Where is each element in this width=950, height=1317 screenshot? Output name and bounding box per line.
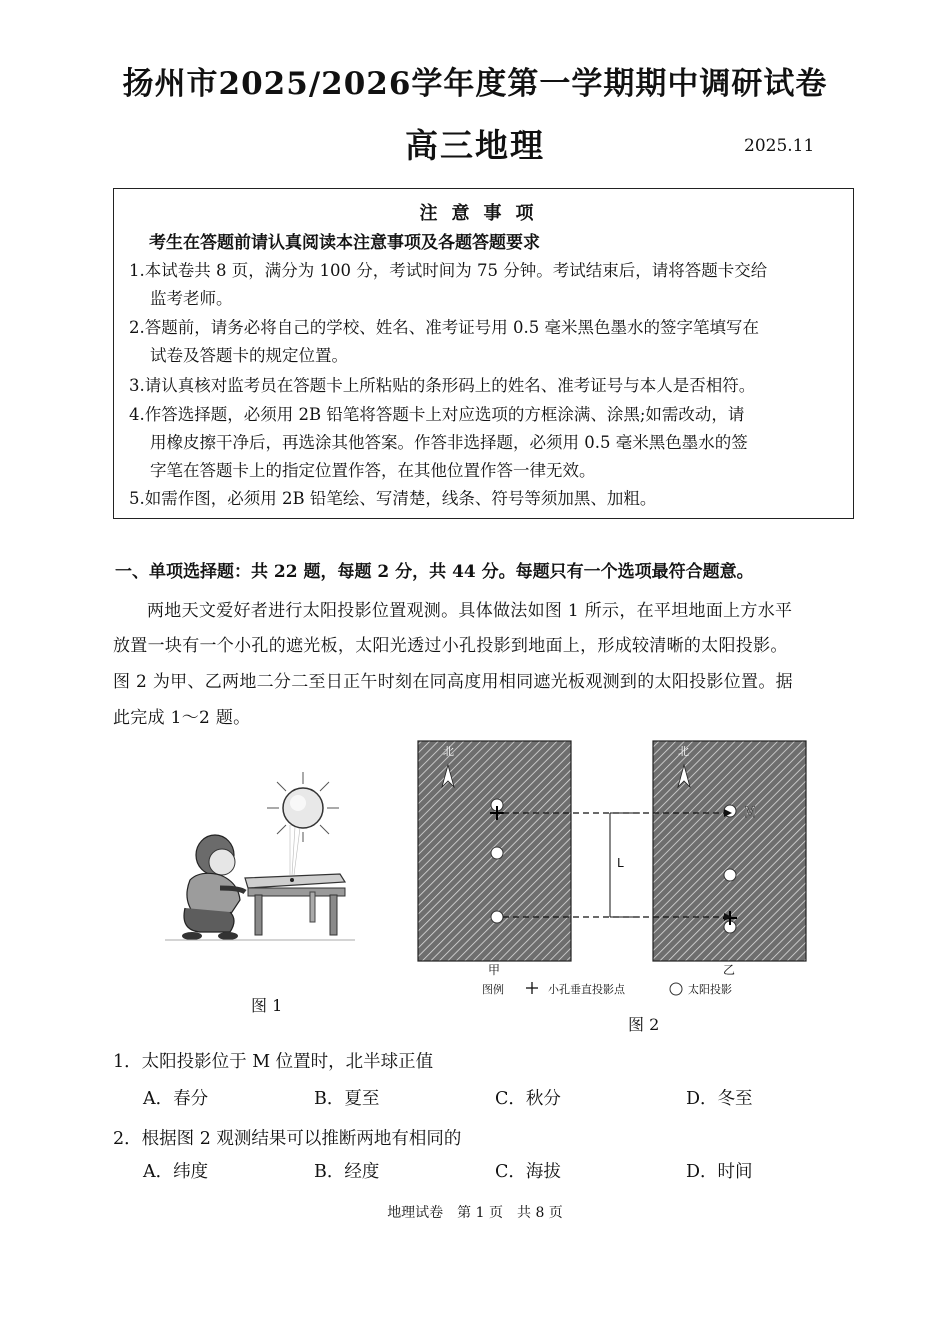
notice-lead: 考生在答题前请认真阅读本注意事项及各题答题要求 xyxy=(149,233,540,253)
question-stem: 1．太阳投影位于 M 位置时，北半球正值 xyxy=(113,1052,434,1072)
panel-right-label: 乙 xyxy=(723,963,736,977)
legend-circle-icon xyxy=(670,983,682,995)
north-label-left: 北 xyxy=(443,745,454,758)
sun-projection-circle xyxy=(724,869,736,881)
option-d: D．冬至 xyxy=(686,1089,753,1109)
notice-box xyxy=(113,188,854,519)
option-d: D．时间 xyxy=(686,1162,753,1182)
subject-title: 高三地理 xyxy=(405,126,545,165)
intro-line: 放置一块有一个小孔的遮光板，太阳光透过小孔投影到地面上，形成较清晰的太阳投影。 xyxy=(113,636,788,656)
notice-line: 3.请认真核对监考员在答题卡上所粘贴的条形码上的姓名、准考证号与本人是否相符。 xyxy=(129,376,756,395)
notice-line: 试卷及答题卡的规定位置。 xyxy=(150,346,348,365)
option-a: A．春分 xyxy=(143,1089,209,1109)
distance-label: L xyxy=(617,856,624,870)
notice-line: 4.作答选择题，必须用 2B 铅笔将答题卡上对应选项的方框涂满、涂黑;如需改动，请 xyxy=(129,405,745,424)
exam-date: 2025.11 xyxy=(744,136,815,156)
question-stem: 2．根据图 2 观测结果可以推断两地有相同的 xyxy=(113,1129,462,1149)
notice-line: 2.答题前，请务必将自己的学校、姓名、准考证号用 0.5 毫米黑色墨水的签字笔填写在 xyxy=(129,318,759,337)
intro-line: 两地天文爱好者进行太阳投影位置观测。具体做法如图 1 所示，在平坦地面上方水平 xyxy=(147,601,793,621)
option-c: C．海拔 xyxy=(495,1162,561,1182)
section-heading: 一、单项选择题：共 22 题，每题 2 分，共 44 分。每题只有一个选项最符合题意。 xyxy=(115,562,754,582)
notice-line: 字笔在答题卡上的指定位置作答，在其他位置作答一律无效。 xyxy=(150,461,596,480)
north-label-right: 北 xyxy=(678,745,689,758)
intro-line: 图 2 为甲、乙两地二分二至日正午时刻在同高度用相同遮光板观测到的太阳投影位置。据 xyxy=(113,672,793,692)
intro-line: 此完成 1～2 题。 xyxy=(113,708,251,728)
option-c: C．秋分 xyxy=(495,1089,561,1109)
m-label: M xyxy=(744,805,757,821)
option-b: B．经度 xyxy=(314,1162,380,1182)
notice-line: 监考老师。 xyxy=(150,289,233,308)
figure-1-illustration xyxy=(160,770,360,945)
figure-1-label: 图 1 xyxy=(251,996,283,1015)
legend-cross-label: 小孔垂直投影点 xyxy=(548,983,625,996)
option-a: A．纬度 xyxy=(143,1162,209,1182)
notice-title: 注意事项 xyxy=(419,203,548,224)
legend-title: 图例 xyxy=(482,983,504,996)
legend-circle-label: 太阳投影 xyxy=(688,983,732,996)
figure-2-diagram xyxy=(410,735,820,1000)
sun-projection-circle xyxy=(491,847,503,859)
notice-line: 5.如需作图，必须用 2B 铅笔绘、写清楚，线条、符号等须加黑、加粗。 xyxy=(129,489,657,508)
option-b: B．夏至 xyxy=(314,1089,380,1109)
panel-left-label: 甲 xyxy=(488,963,501,977)
page-footer: 地理试卷 第 1 页 共 8 页 xyxy=(387,1205,563,1221)
figure-2-label: 图 2 xyxy=(628,1015,660,1034)
notice-line: 1.本试卷共 8 页，满分为 100 分，考试时间为 75 分钟。考试结束后，请将答题卡交给 xyxy=(129,261,768,280)
exam-title: 扬州市2025/2026学年度第一学期期中调研试卷 xyxy=(122,66,828,102)
sun-projection-circle xyxy=(491,911,503,923)
legend-cross-icon xyxy=(526,982,538,994)
notice-line: 用橡皮擦干净后，再选涂其他答案。作答非选择题，必须用 0.5 毫米黑色墨水的签 xyxy=(150,433,748,452)
